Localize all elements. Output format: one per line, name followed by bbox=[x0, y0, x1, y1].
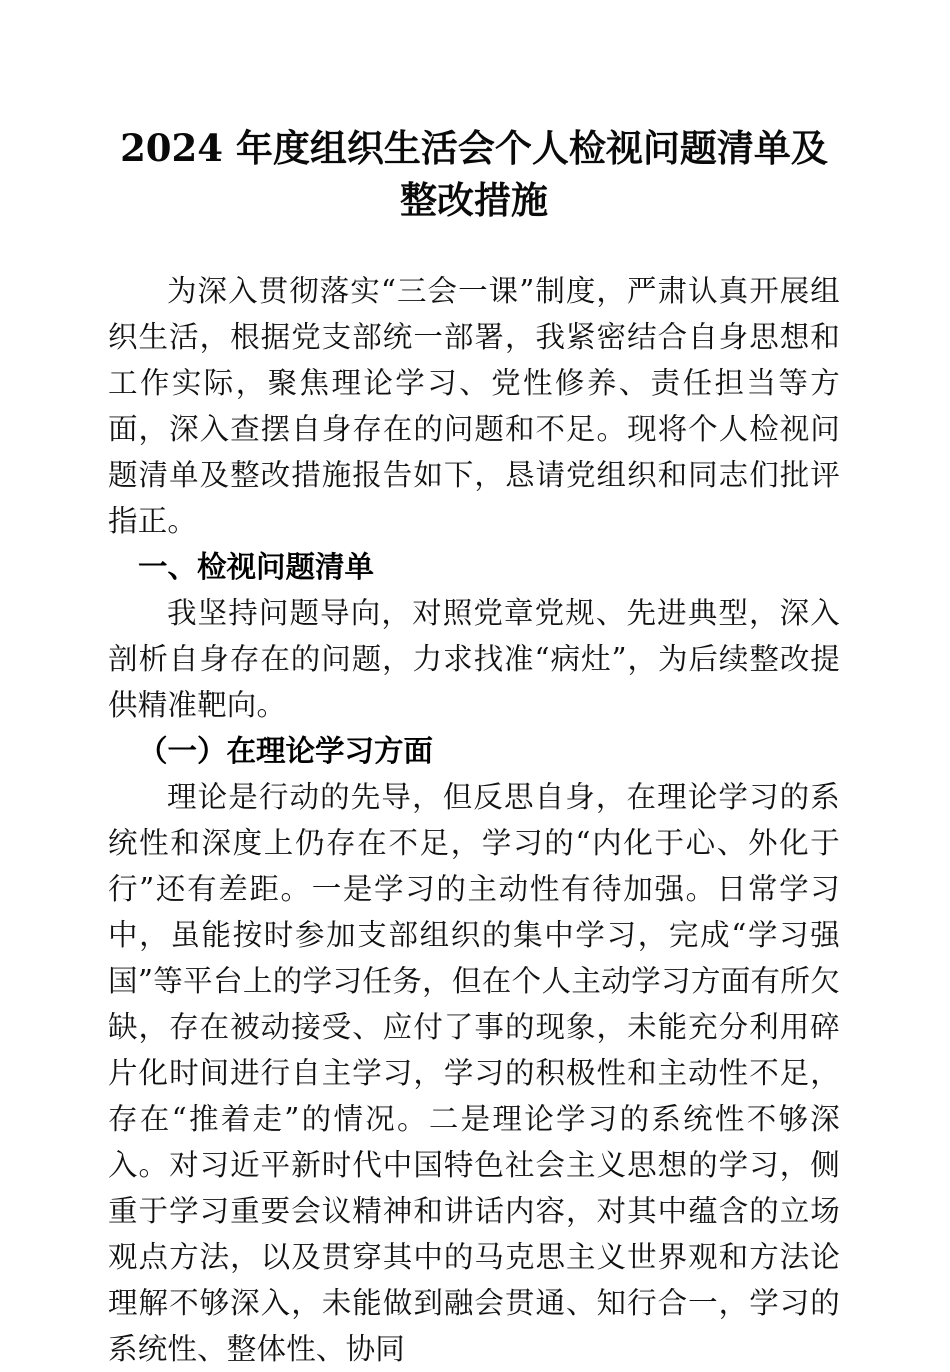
section-one-lead-paragraph: 我坚持问题导向，对照党章党规、先进典型，深入剖析自身存在的问题，力求找准“病灶”，为后续整改提供精准靶向。 bbox=[108, 596, 840, 722]
subsection-heading-one: （一）在理论学习方面 bbox=[138, 733, 434, 768]
document-title: 2024 年度组织生活会个人检视问题清单及整改措施 bbox=[120, 126, 828, 222]
document-content-column bbox=[108, 0, 840, 1372]
subsection-one-body-paragraph: 理论是行动的先导，但反思自身，在理论学习的系统性和深度上仍存在不足，学习的“内化于心、外化于行”还有差距。一是学习的主动性有待加强。日常学习中，虽能按时参加支部组织的集中学习，完成“学习强国”等平台上的学习任务，但在个人主动学习方面有所欠缺，存在被动接受、应付了事的现象，未能充分利用碎片化时间进行自主学习，学习的积极性和主动性不足，存在“推着走”的情况。二是理论学习的系统性不够深入。对习近平新时代中国特色社会主义思想的学习，侧重于学习重要会议精神和讲话内容，对其中蕴含的立场观点方法，以及贯穿其中的马克思主义世界观和方法论理解不够深入，未能做到融会贯通、知行合一，学习的系统性、整体性、协同 bbox=[108, 780, 840, 1366]
section-heading-one: 一、检视问题清单 bbox=[138, 550, 375, 584]
intro-paragraph: 为深入贯彻落实“三会一课”制度，严肃认真开展组织生活，根据党支部统一部署，我紧密结合自身思想和工作实际，聚焦理论学习、党性修养、责任担当等方面，深入查摆自身存在的问题和不足。现将个人检视问题清单及整改措施报告如下，恳请党组织和同志们批评指正。 bbox=[108, 274, 840, 538]
